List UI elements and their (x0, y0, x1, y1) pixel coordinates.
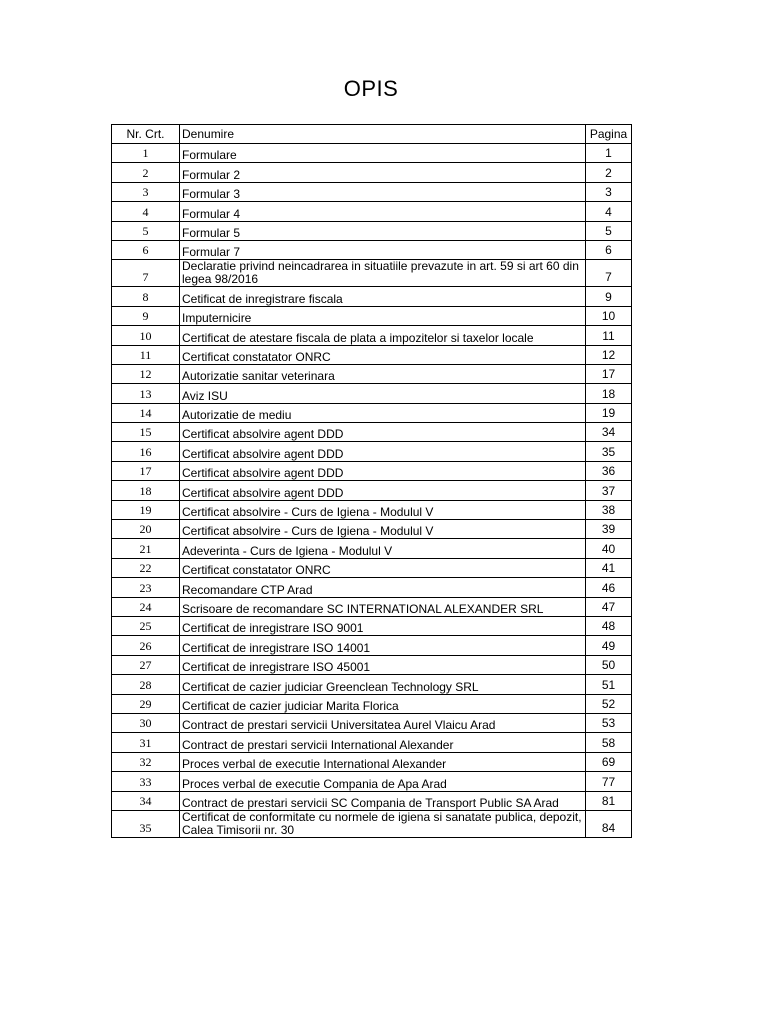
row-pagina: 1 (586, 144, 632, 163)
row-number: 9 (112, 306, 180, 325)
row-pagina: 19 (586, 403, 632, 422)
row-denumire: Declaratie privind neincadrarea in situatiile prevazute in art. 59 si art 60 din legea 98/2016 (180, 260, 586, 287)
row-pagina: 18 (586, 384, 632, 403)
row-denumire: Formular 7 (180, 240, 586, 259)
row-denumire: Formular 2 (180, 163, 586, 182)
table-row (112, 326, 632, 345)
table-row (112, 713, 632, 732)
row-pagina: 17 (586, 364, 632, 383)
row-denumire: Autorizatie de mediu (180, 403, 586, 422)
row-number: 21 (112, 539, 180, 558)
row-pagina: 34 (586, 423, 632, 442)
row-denumire: Cetificat de inregistrare fiscala (180, 287, 586, 306)
row-number: 6 (112, 240, 180, 259)
table-row (112, 423, 632, 442)
row-denumire: Certificat absolvire agent DDD (180, 481, 586, 500)
table-row (112, 520, 632, 539)
row-denumire: Adeverinta - Curs de Igiena - Modulul V (180, 539, 586, 558)
row-denumire: Certificat constatator ONRC (180, 558, 586, 577)
row-number: 2 (112, 163, 180, 182)
row-number: 31 (112, 733, 180, 752)
row-pagina: 53 (586, 713, 632, 732)
row-number: 3 (112, 182, 180, 201)
table-row (112, 182, 632, 201)
table-row (112, 163, 632, 182)
row-number: 12 (112, 364, 180, 383)
row-denumire: Imputernicire (180, 306, 586, 325)
row-pagina: 36 (586, 461, 632, 480)
table-row (112, 144, 632, 163)
row-number: 30 (112, 713, 180, 732)
row-pagina: 3 (586, 182, 632, 201)
table-row (112, 810, 632, 837)
table-header-row (112, 125, 632, 144)
row-pagina: 52 (586, 694, 632, 713)
row-number: 22 (112, 558, 180, 577)
row-denumire: Certificat constatator ONRC (180, 345, 586, 364)
row-denumire: Formulare (180, 144, 586, 163)
row-number: 15 (112, 423, 180, 442)
row-number: 23 (112, 578, 180, 597)
row-number: 1 (112, 144, 180, 163)
column-header-denumire: Denumire (180, 125, 586, 144)
row-number: 13 (112, 384, 180, 403)
row-pagina: 39 (586, 520, 632, 539)
row-pagina: 35 (586, 442, 632, 461)
row-number: 35 (112, 810, 180, 837)
row-number: 18 (112, 481, 180, 500)
table-row (112, 733, 632, 752)
row-number: 16 (112, 442, 180, 461)
row-number: 33 (112, 772, 180, 791)
row-denumire: Recomandare CTP Arad (180, 578, 586, 597)
row-denumire: Certificat absolvire - Curs de Igiena - Modulul V (180, 500, 586, 519)
row-denumire: Contract de prestari servicii SC Compania de Transport Public SA Arad (180, 791, 586, 810)
row-denumire: Formular 4 (180, 202, 586, 221)
row-denumire: Certificat absolvire agent DDD (180, 442, 586, 461)
row-pagina: 11 (586, 326, 632, 345)
row-number: 28 (112, 675, 180, 694)
row-pagina: 47 (586, 597, 632, 616)
row-number: 24 (112, 597, 180, 616)
row-pagina: 10 (586, 306, 632, 325)
row-denumire: Certificat de inregistrare ISO 45001 (180, 655, 586, 674)
row-denumire: Proces verbal de executie Compania de Apa Arad (180, 772, 586, 791)
table-row (112, 384, 632, 403)
table-row (112, 655, 632, 674)
column-header-nr: Nr. Crt. (112, 125, 180, 144)
row-denumire: Formular 3 (180, 182, 586, 201)
opis-table (111, 124, 632, 838)
table-row (112, 202, 632, 221)
table-row (112, 345, 632, 364)
row-pagina: 49 (586, 636, 632, 655)
row-pagina: 48 (586, 616, 632, 635)
table-row (112, 675, 632, 694)
page-title: OPIS (343, 76, 399, 101)
table-row (112, 791, 632, 810)
row-number: 5 (112, 221, 180, 240)
row-pagina: 4 (586, 202, 632, 221)
row-denumire: Scrisoare de recomandare SC INTERNATIONAL ALEXANDER SRL (180, 597, 586, 616)
row-pagina: 69 (586, 752, 632, 771)
table-row (112, 500, 632, 519)
row-denumire: Contract de prestari servicii Universitatea Aurel Vlaicu Arad (180, 713, 586, 732)
row-pagina: 6 (586, 240, 632, 259)
table-row (112, 752, 632, 771)
row-number: 32 (112, 752, 180, 771)
table-row (112, 772, 632, 791)
table-row (112, 287, 632, 306)
row-pagina: 58 (586, 733, 632, 752)
row-number: 19 (112, 500, 180, 519)
row-pagina: 9 (586, 287, 632, 306)
row-denumire: Certificat de atestare fiscala de plata a impozitelor si taxelor locale (180, 326, 586, 345)
row-pagina: 5 (586, 221, 632, 240)
table-row (112, 260, 632, 287)
table-row (112, 221, 632, 240)
row-denumire: Certificat de inregistrare ISO 9001 (180, 616, 586, 635)
row-pagina: 2 (586, 163, 632, 182)
row-denumire: Certificat absolvire agent DDD (180, 423, 586, 442)
row-number: 27 (112, 655, 180, 674)
row-denumire: Certificat de conformitate cu normele de igiena si sanatate publica, depozit, Calea Timisorii nr. 30 (180, 810, 586, 837)
row-number: 34 (112, 791, 180, 810)
table-row (112, 442, 632, 461)
row-pagina: 51 (586, 675, 632, 694)
row-denumire: Certificat de cazier judiciar Marita Florica (180, 694, 586, 713)
row-number: 17 (112, 461, 180, 480)
row-number: 7 (112, 260, 180, 287)
table-row (112, 403, 632, 422)
row-pagina: 12 (586, 345, 632, 364)
table-body (112, 144, 632, 838)
table-row (112, 636, 632, 655)
table-row (112, 694, 632, 713)
row-denumire: Proces verbal de executie International Alexander (180, 752, 586, 771)
row-number: 26 (112, 636, 180, 655)
row-pagina: 40 (586, 539, 632, 558)
row-pagina: 41 (586, 558, 632, 577)
row-pagina: 46 (586, 578, 632, 597)
row-denumire: Autorizatie sanitar veterinara (180, 364, 586, 383)
row-number: 8 (112, 287, 180, 306)
row-number: 10 (112, 326, 180, 345)
row-denumire: Certificat absolvire agent DDD (180, 461, 586, 480)
table-row (112, 539, 632, 558)
row-number: 4 (112, 202, 180, 221)
row-pagina: 50 (586, 655, 632, 674)
row-pagina: 77 (586, 772, 632, 791)
row-denumire: Contract de prestari servicii International Alexander (180, 733, 586, 752)
row-denumire: Aviz ISU (180, 384, 586, 403)
row-denumire: Certificat de cazier judiciar Greenclean Technology SRL (180, 675, 586, 694)
row-number: 20 (112, 520, 180, 539)
row-number: 11 (112, 345, 180, 364)
table-row (112, 597, 632, 616)
table-row (112, 306, 632, 325)
row-pagina: 37 (586, 481, 632, 500)
column-header-pagina: Pagina (586, 125, 632, 144)
row-number: 29 (112, 694, 180, 713)
row-number: 25 (112, 616, 180, 635)
table-row (112, 481, 632, 500)
table-row (112, 558, 632, 577)
table-row (112, 240, 632, 259)
row-pagina: 7 (586, 260, 632, 287)
table-row (112, 461, 632, 480)
row-number: 14 (112, 403, 180, 422)
row-denumire: Formular 5 (180, 221, 586, 240)
row-pagina: 84 (586, 810, 632, 837)
row-denumire: Certificat absolvire - Curs de Igiena - Modulul V (180, 520, 586, 539)
row-pagina: 38 (586, 500, 632, 519)
table-row (112, 364, 632, 383)
row-pagina: 81 (586, 791, 632, 810)
table-row (112, 616, 632, 635)
table-row (112, 578, 632, 597)
row-denumire: Certificat de inregistrare ISO 14001 (180, 636, 586, 655)
